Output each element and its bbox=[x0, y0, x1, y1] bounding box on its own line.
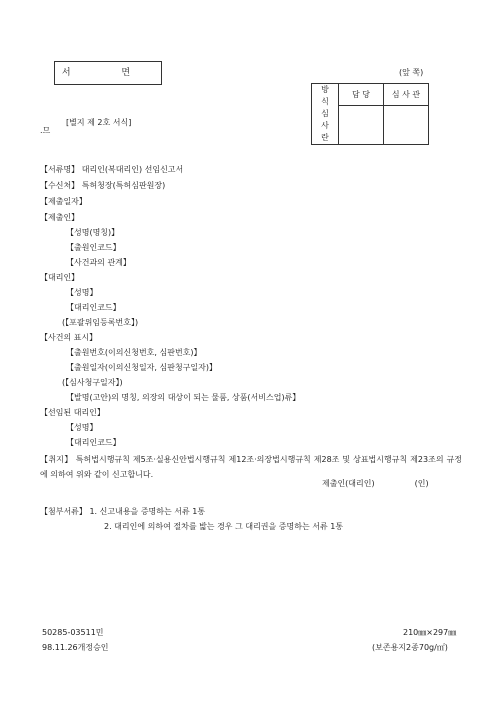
footer-approval-date: 98.11.26개정승인 bbox=[42, 643, 109, 652]
case-display: 【사건의 표시】 bbox=[40, 333, 98, 342]
approval-table bbox=[311, 83, 429, 145]
agent: 【대리인】 bbox=[40, 273, 80, 282]
appointed-name: 【성명】 bbox=[66, 423, 98, 432]
invention-title: 【발명(고안)의 명칭, 의장의 대상이 되는 물품, 상품(서비스업)류】 bbox=[66, 393, 301, 402]
submitter-name: 【성명(명칭)】 bbox=[66, 228, 120, 237]
case-relation: 【사건과의 관계】 bbox=[66, 258, 131, 267]
agent-name: 【성명】 bbox=[66, 288, 98, 297]
form-left-mark: .므 bbox=[40, 126, 51, 135]
doc-name: 【서류명】 대리인(복대리인) 선임신고서 bbox=[40, 165, 184, 174]
signature-row bbox=[322, 478, 429, 489]
examiner-sign-cell bbox=[384, 106, 429, 145]
method-review-char: 사 bbox=[321, 121, 329, 130]
method-review-char: 심 bbox=[321, 109, 329, 118]
form-number: [별지 제 2호 서식] bbox=[66, 118, 132, 127]
recipient: 【수신처】 특허청장(특허심판원장) bbox=[40, 181, 166, 190]
application-date: 【출원일자(이의신청일자, 심판청구일자)】 bbox=[66, 363, 217, 372]
footer-paper-size: 210㎜×297㎜ bbox=[403, 628, 457, 637]
examiner-header: 심 사 관 bbox=[384, 84, 429, 106]
method-review-char: 란 bbox=[321, 133, 329, 142]
footer-paper-type: (보존용지2종70g/㎡) bbox=[372, 643, 448, 652]
submitter-code: 【출원인코드】 bbox=[66, 243, 121, 252]
footer-code: 50285-03511민 bbox=[42, 628, 104, 637]
seal-mark: (인) bbox=[414, 479, 429, 488]
manager-header: 담 당 bbox=[339, 84, 384, 106]
appointed-agent: 【선임된 대리인】 bbox=[40, 408, 105, 417]
submitter: 【제출인】 bbox=[40, 213, 80, 222]
agent-code: 【대리인코드】 bbox=[66, 303, 121, 312]
application-number: 【출원번호(이의신청번호, 심판번호)】 bbox=[66, 348, 202, 357]
signature-label: 제출인(대리인) bbox=[322, 479, 375, 488]
attachment-line-2: 2. 대리인에 의하여 절차를 밟는 경우 그 대리권을 증명하는 서류 1통 bbox=[104, 522, 344, 531]
attachment-line-1: 【첨부서류】 1. 신고내용을 증명하는 서류 1통 bbox=[40, 507, 206, 516]
method-review-char: 식 bbox=[321, 97, 329, 106]
submit-date: 【제출일자】 bbox=[40, 197, 87, 206]
method-review-cell bbox=[312, 84, 339, 145]
trial-request-date: (【심사청구일자】) bbox=[62, 378, 123, 387]
manager-sign-cell bbox=[339, 106, 384, 145]
appointed-code: 【대리인코드】 bbox=[66, 438, 121, 447]
method-review-char: 방 bbox=[321, 85, 329, 94]
seomyeon-title: 서 면 bbox=[54, 61, 162, 85]
front-side-label: (앞 쪽) bbox=[399, 68, 424, 77]
blanket-registration: (【포괄위임등록번호】) bbox=[62, 318, 139, 327]
purpose-text: 【취지】 특허법시행규칙 제5조·실용신안법시행규칙 제12조·의장법시행규칙 제28조 및 상표법시행규칙 제23조의 규정에 의하여 위와 같이 신고합니다. bbox=[40, 455, 462, 479]
